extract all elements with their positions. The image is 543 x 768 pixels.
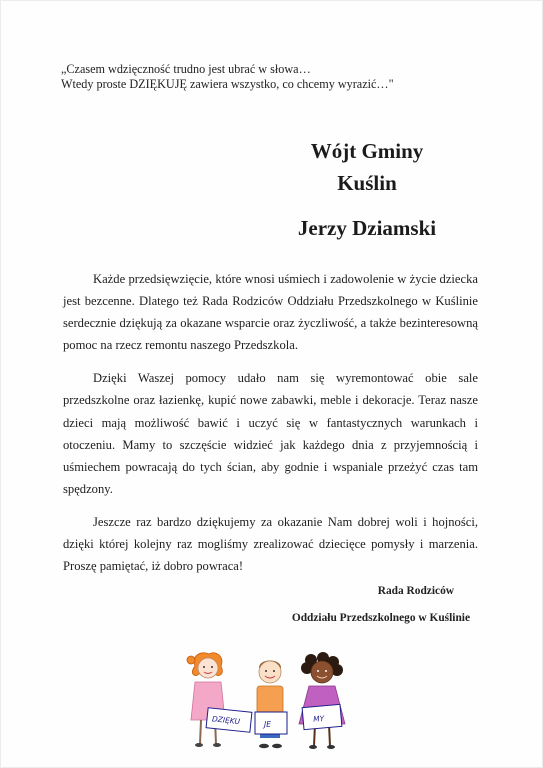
sign-text-3: MY (312, 713, 325, 724)
quote-line-2: Wtedy proste DZIĘKUJĘ zawiera wszystko, co chcemy wyrazić…" (61, 77, 394, 91)
sign-text-1: DZIĘKU (211, 714, 241, 727)
paragraph-2: Dzięki Waszej pomocy udało nam się wyremontować obie sale przedszkolne oraz łazienkę, kupić nowe zabawki, meble i dekoracje. Teraz nasze dzieci mają możliwość bawić i uczyć się w fantastycznych warunkach i otoczeniu. Mamy to szczęście widzieć jak każdego dnia z przyjemnością i uśmiechem powracają do tych ścian, aby godnie i wspaniale przeżyć czas tam spędzony. (63, 371, 478, 496)
recipient-place: Kuślin (337, 171, 397, 195)
sign-text-2: JE (264, 720, 271, 729)
quote-line-1: „Czasem wdzięczność trudno jest ubrać w słowa… (61, 62, 311, 76)
sign-card-2 (255, 712, 287, 734)
signature-line-1: Rada Rodziców (377, 585, 454, 597)
letter-body (63, 268, 478, 588)
opening-quote (61, 62, 481, 92)
paragraph-3: Jeszcze raz bardzo dziękujemy za okazanie Nam dobrej woli i hojności, dzięki której kolejny raz mogliśmy zrealizować dziecięce pomysły i marzenia. Proszę pamiętać, iż dobro powraca! (63, 514, 478, 574)
child-girl-orange-hair (187, 653, 252, 747)
signature-block (280, 584, 470, 625)
signature-line-2: Oddziału Przedszkolnego w Kuślinie (291, 612, 470, 624)
paragraph-1: Każde przedsięwzięcie, które wnosi uśmiech i zadowolenie w życie dziecka jest bezcenne. Dlatego też Rada Rodziców Oddziału Przedszkolnego w Kuślinie serdecznie dziękują za okazane wsparcie oraz życzliwość, a także bezinteresowną pomoc na rzecz remontu naszego Przedszkola. (63, 272, 478, 353)
child-girl-dark-hair (299, 652, 345, 749)
recipient-block (262, 138, 472, 241)
recipient-title: Wójt Gminy (310, 139, 424, 163)
children-drawing (185, 648, 355, 764)
child-boy (255, 661, 287, 749)
recipient-name: Jerzy Dziamski (297, 216, 437, 240)
